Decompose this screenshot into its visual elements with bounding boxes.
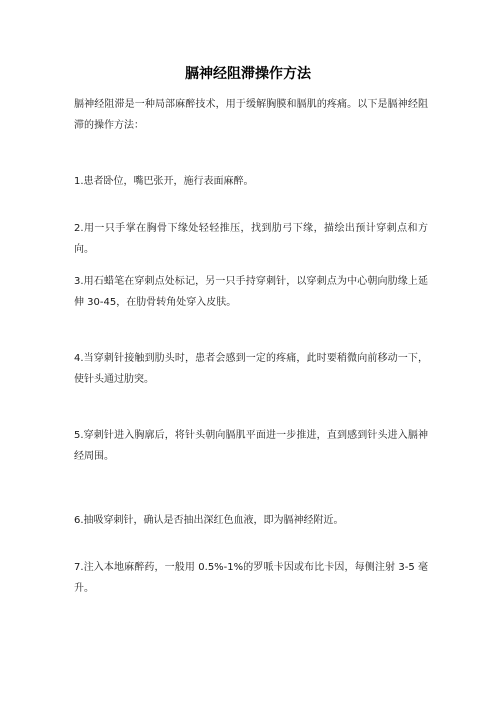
step-4: 4.当穿刺针接触到肋头时，患者会感到一定的疼痛，此时要稍微向前移动一下，使针头通过肋突。 <box>74 353 428 385</box>
step-1: 1.患者卧位，嘴巴张开，施行表面麻醉。 <box>74 176 254 187</box>
step-7: 7.注入本地麻醉药，一般用 0.5%-1%的罗哌卡因或布比卡因，每侧注射 3-5 毫升。 <box>74 562 428 594</box>
step-2: 2.用一只手掌在胸骨下缘处轻轻推压，找到肋弓下缘，描绘出预计穿刺点和方向。 <box>74 223 428 255</box>
step-5: 5.穿刺针进入胸廓后，将针头朝向膈肌平面进一步推进，直到感到针头进入膈神经周围。 <box>74 430 428 462</box>
intro-paragraph: 膈神经阻滞是一种局部麻醉技术，用于缓解胸膜和膈肌的疼痛。以下是膈神经阻滞的操作方法： <box>74 99 428 131</box>
document-title: 膈神经阻滞操作方法 <box>185 66 311 82</box>
step-6: 6.抽吸穿刺针，确认是否抽出深红色血液，即为膈神经附近。 <box>74 515 344 526</box>
step-3: 3.用石蜡笔在穿刺点处标记，另一只手持穿刺针，以穿刺点为中心朝向肋缘上延伸 30-45，在肋骨转角处穿入皮肤。 <box>74 276 428 308</box>
